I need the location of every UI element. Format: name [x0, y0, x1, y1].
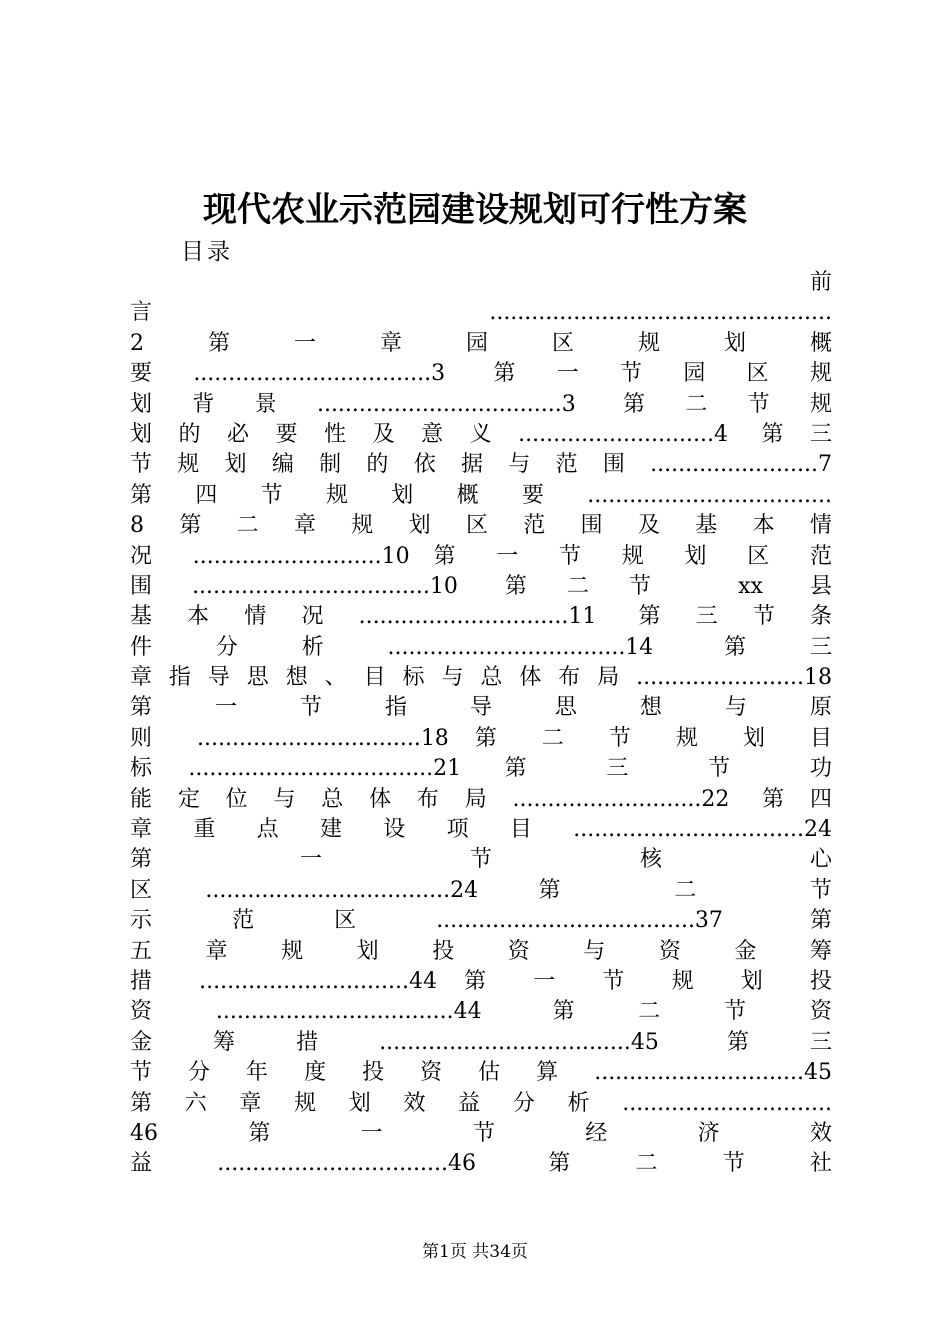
toc-word: 原 — [809, 695, 832, 721]
toc-line: 划背景...................................3 第二节规 — [130, 391, 832, 417]
toc-word: 围 — [580, 513, 603, 539]
toc-word: 导 — [469, 695, 492, 721]
toc-word: 规 — [351, 513, 374, 539]
toc-line — [130, 937, 832, 967]
toc-word: 划 — [356, 938, 379, 964]
toc-word: 一 — [214, 695, 237, 721]
toc-line: 则 ................................18 第 二 节 规 划 目 — [130, 725, 832, 751]
toc-word: 第 — [130, 695, 153, 721]
toc-word: 思 — [554, 695, 577, 721]
toc-line: 益.................................46 第二节社 — [130, 1151, 832, 1177]
toc-line: 章指导思想、目标与总体布局........................18 — [130, 665, 832, 691]
toc-word: 二 — [236, 513, 259, 539]
toc-word: 规 — [281, 938, 304, 964]
toc-word: 及 — [637, 513, 660, 539]
toc-word: 效 — [809, 1120, 832, 1146]
toc-line: 划的必要性及意义............................4 第三 — [130, 421, 832, 447]
toc-line: 要..................................3 第一节园区规 — [130, 361, 832, 387]
toc-word: 情 — [809, 513, 832, 539]
toc-word: 经 — [585, 1120, 608, 1146]
toc-word: 核 — [639, 847, 662, 873]
toc-line: 件分析..................................14 第三 — [130, 634, 832, 660]
toc-line: 言................................................. — [130, 300, 832, 326]
toc-line: 资..................................44 第二节资 — [130, 999, 832, 1025]
toc-line — [130, 693, 832, 723]
toc-line: 围..................................10 第二节 xx 县 — [130, 573, 832, 599]
toc-word: 章 — [293, 513, 316, 539]
toc-word: 投 — [432, 938, 455, 964]
toc-line: 标...................................21 第 三 节 功 — [130, 756, 832, 782]
toc-line: 区...................................24 第 二 节 — [130, 877, 832, 903]
toc-word: 基 — [695, 513, 718, 539]
table-of-contents — [130, 268, 832, 1180]
toc-word: 五 — [130, 938, 153, 964]
toc-word: 节 — [472, 1120, 495, 1146]
toc-heading: 目录 — [181, 239, 233, 265]
toc-word: 区 — [551, 330, 574, 356]
toc-line: 金筹措....................................45 第三 — [130, 1029, 832, 1055]
toc-word: 资 — [507, 938, 530, 964]
toc-line — [130, 511, 832, 541]
toc-word: 第 — [179, 513, 202, 539]
toc-line: 章重点建设项目.................................24 — [130, 817, 832, 843]
toc-word: 范 — [523, 513, 546, 539]
toc-word: 一 — [293, 330, 316, 356]
toc-word: 8 — [130, 513, 144, 539]
toc-word: 划 — [723, 330, 746, 356]
toc-word: 园 — [465, 330, 488, 356]
toc-line: 况 ...........................10 第 一 节 规 划 区 范 — [130, 543, 832, 569]
toc-word: 第 — [130, 847, 153, 873]
toc-word: 与 — [724, 695, 747, 721]
toc-line: 基本情况..............................11 第三节条 — [130, 604, 832, 630]
toc-line — [130, 845, 832, 875]
toc-word: 与 — [583, 938, 606, 964]
toc-word: 46 — [130, 1120, 158, 1146]
toc-word: 筹 — [809, 938, 832, 964]
toc-line: 前 — [809, 270, 832, 295]
toc-line: 第六章规划效益分析.............................. — [130, 1090, 832, 1116]
toc-word: 节 — [299, 695, 322, 721]
toc-word: 章 — [205, 938, 228, 964]
toc-word: 节 — [469, 847, 492, 873]
toc-word: 指 — [384, 695, 407, 721]
toc-word: 概 — [809, 330, 832, 356]
toc-line — [130, 329, 832, 359]
toc-word: 济 — [697, 1120, 720, 1146]
page-footer: 第1页 共34页 — [422, 1242, 528, 1262]
toc-line: 节分年度投资估算..............................45 — [130, 1060, 832, 1086]
toc-line: 能定位与总体布局...........................22 第四 — [130, 786, 832, 812]
toc-word: 规 — [637, 330, 660, 356]
toc-line: 措 ..............................44 第 一 节 规 划 投 — [130, 968, 832, 994]
toc-word: 金 — [734, 938, 757, 964]
page-title: 现代农业示范园建设规划可行性方案 — [203, 190, 747, 230]
toc-word: 2 — [130, 330, 144, 356]
toc-word: 第 — [248, 1120, 271, 1146]
toc-word: 一 — [360, 1120, 383, 1146]
toc-word: 章 — [379, 330, 402, 356]
toc-word: 一 — [299, 847, 322, 873]
toc-word: 区 — [465, 513, 488, 539]
toc-word: 想 — [639, 695, 662, 721]
toc-line: 示范区.....................................37 第 — [130, 908, 832, 934]
toc-word: 资 — [658, 938, 681, 964]
toc-word: 第 — [207, 330, 230, 356]
toc-line — [130, 1119, 832, 1149]
toc-word: 划 — [408, 513, 431, 539]
toc-line: 第四节规划概要................................... — [130, 482, 832, 508]
toc-line: 节规划编制的依据与范围........................7 — [130, 452, 832, 478]
toc-word: 本 — [752, 513, 775, 539]
toc-word: 心 — [809, 847, 832, 873]
